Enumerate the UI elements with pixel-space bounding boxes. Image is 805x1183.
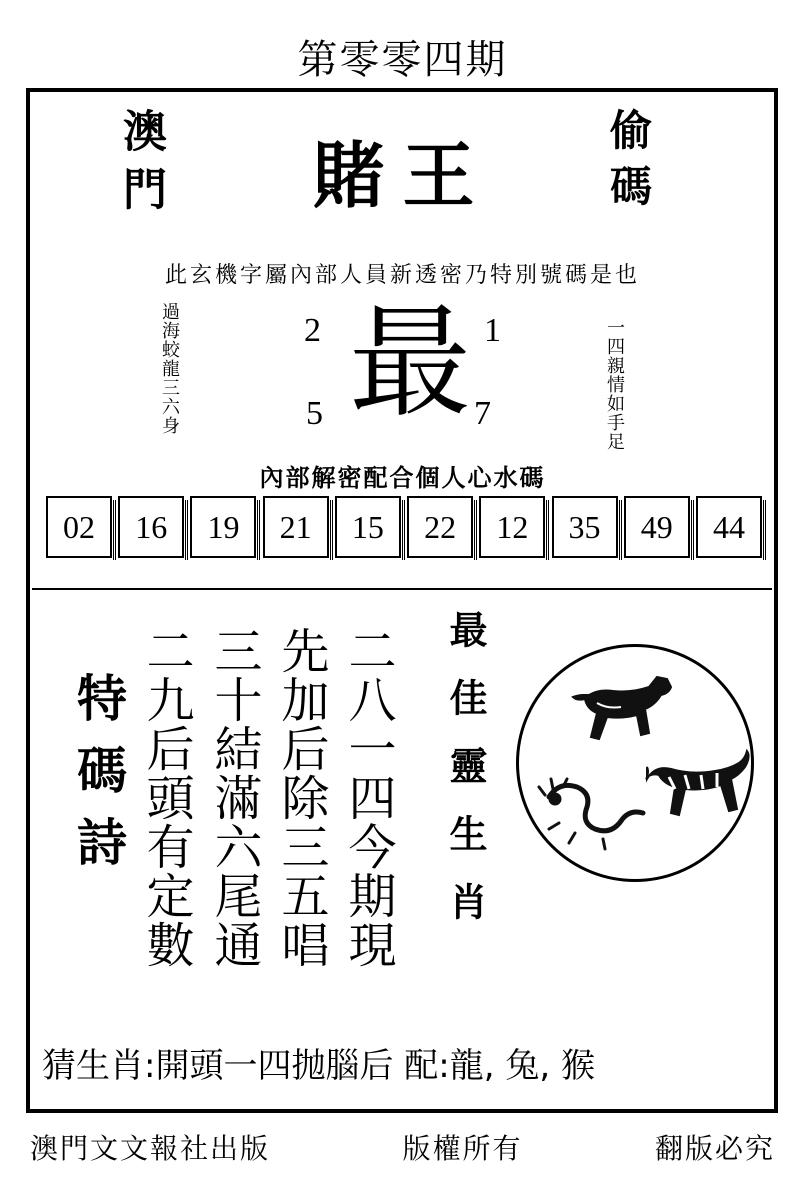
poem-line: 三十結滿六尾通 [206,626,262,969]
guess-zodiac-line: 猜生肖:開頭一四抛腦后 配:龍, 兔, 猴 [42,1046,595,1086]
riddle-number-bottom-left: 5 [306,395,323,432]
riddle-center-char: 最 [349,292,471,434]
poem-line: 二九后頭有定數 [138,626,194,969]
dog-image [573,677,671,739]
side-label-right: 偷碼 [604,108,653,220]
side-label-left: 澳門 [115,108,166,224]
tiger-image [647,751,749,815]
poem-line: 二八一四今期現 [340,626,396,969]
poem-line: 先加后除三五唱 [273,626,329,969]
footer [30,1127,775,1167]
heart-numbers-title: 內部解密配合個人心水碼 [259,464,546,492]
issue-title: 第零零四期 [297,37,508,83]
subtitle: 此玄機字屬內部人員新透密乃特別號碼是也 [164,263,640,288]
number-box: 12 [479,496,545,558]
number-box: 19 [190,496,256,558]
number-box: 02 [46,496,112,558]
riddle-number-top-right: 1 [484,312,501,349]
riddle-phrase-left: 過海蛟龍三六身 [159,302,180,435]
riddle-number-bottom-right: 7 [474,395,491,432]
dragon-image [539,779,643,849]
number-box: 35 [552,496,618,558]
number-box: 44 [696,496,762,558]
footer-copyright: 版權所有 [402,1132,523,1165]
main-title: 賭王 [312,134,493,218]
riddle-number-top-left: 2 [304,312,321,349]
number-box: 21 [263,496,329,558]
zodiac-animals-image [519,647,751,879]
poem-title: 特碼詩 [69,672,127,888]
number-box: 15 [335,496,401,558]
heart-numbers-row [46,496,762,562]
footer-warning: 翻版必究 [654,1132,775,1165]
number-box: 22 [407,496,473,558]
number-box: 16 [118,496,184,558]
zodiac-illustration [516,644,754,882]
riddle-phrase-right: 一四親情如手足 [604,318,625,451]
footer-publisher: 澳門文文報社出版 [30,1132,271,1165]
section-divider [32,588,772,590]
zodiac-title: 最佳靈生肖 [443,610,487,950]
number-box: 49 [624,496,690,558]
